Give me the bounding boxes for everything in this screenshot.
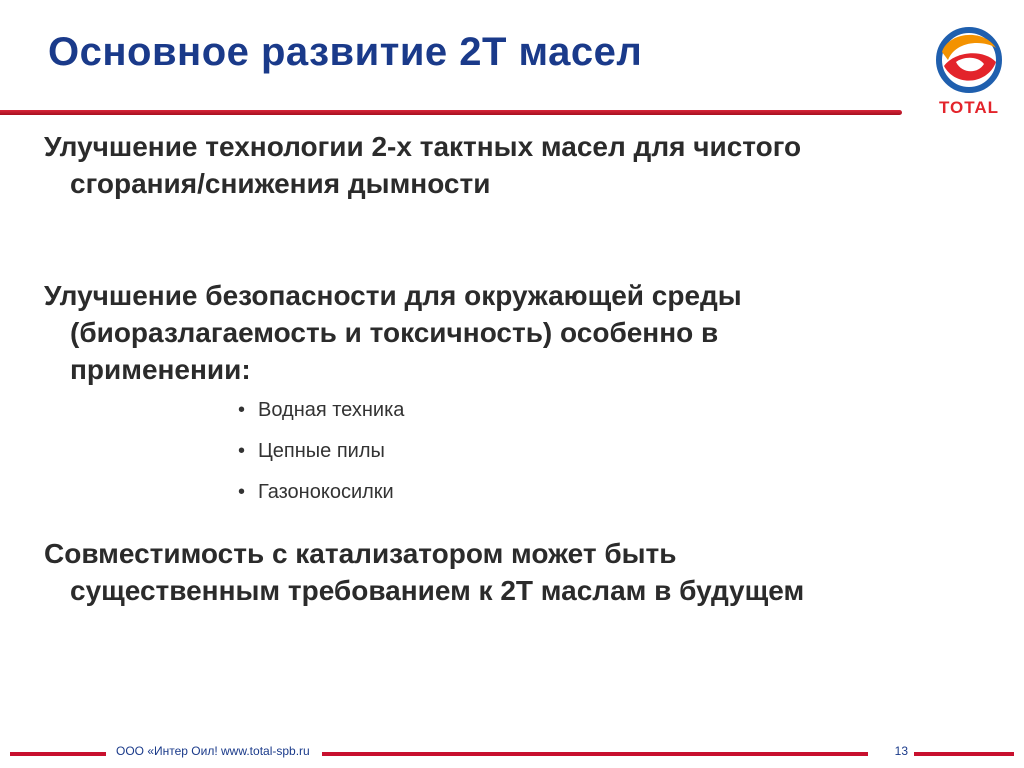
bullet-text: Цепные пилы xyxy=(258,440,385,462)
paragraph-line: Улучшение технологии 2-х тактных масел для чистого xyxy=(44,131,802,162)
bullet-text: Водная техника xyxy=(258,399,405,421)
bullet-dot: • xyxy=(238,481,246,503)
bullet-dot: • xyxy=(238,440,246,462)
paragraph-environmental-safety xyxy=(44,277,742,388)
paragraph-line: Совместимость с катализатором может быть xyxy=(44,538,677,569)
bullet-text: Газонокосилки xyxy=(258,481,394,503)
total-logo xyxy=(926,22,1012,122)
paragraph-line: применении: xyxy=(70,354,251,385)
bullet-item xyxy=(238,440,404,481)
paragraph-line: существенным требованием к 2Т маслам в будущем xyxy=(70,575,805,606)
paragraph-line: Улучшение безопасности для окружающей среды xyxy=(44,280,742,311)
title-underline xyxy=(0,110,902,115)
paragraph-catalyst-compatibility xyxy=(44,535,804,609)
bullet-item xyxy=(238,399,404,440)
paragraph-clean-combustion xyxy=(44,128,801,202)
paragraph-line: сгорания/снижения дымности xyxy=(70,168,491,199)
footer-rule-right xyxy=(914,752,1014,756)
page-number: 13 xyxy=(894,744,908,758)
application-bullet-list xyxy=(238,399,404,522)
footer-rule-left xyxy=(10,752,106,756)
slide-title: Основное развитие 2Т масел xyxy=(48,30,643,74)
bullet-dot: • xyxy=(238,399,246,421)
bullet-item xyxy=(238,481,404,522)
footer-company: ООО «Интер Оил! www.total-spb.ru xyxy=(116,744,310,758)
total-logo-wordmark: TOTAL xyxy=(938,98,1000,117)
total-logo-icon xyxy=(926,22,1012,98)
paragraph-line: (биоразлагаемость и токсичность) особенно в xyxy=(70,317,719,348)
footer-rule-middle xyxy=(322,752,868,756)
